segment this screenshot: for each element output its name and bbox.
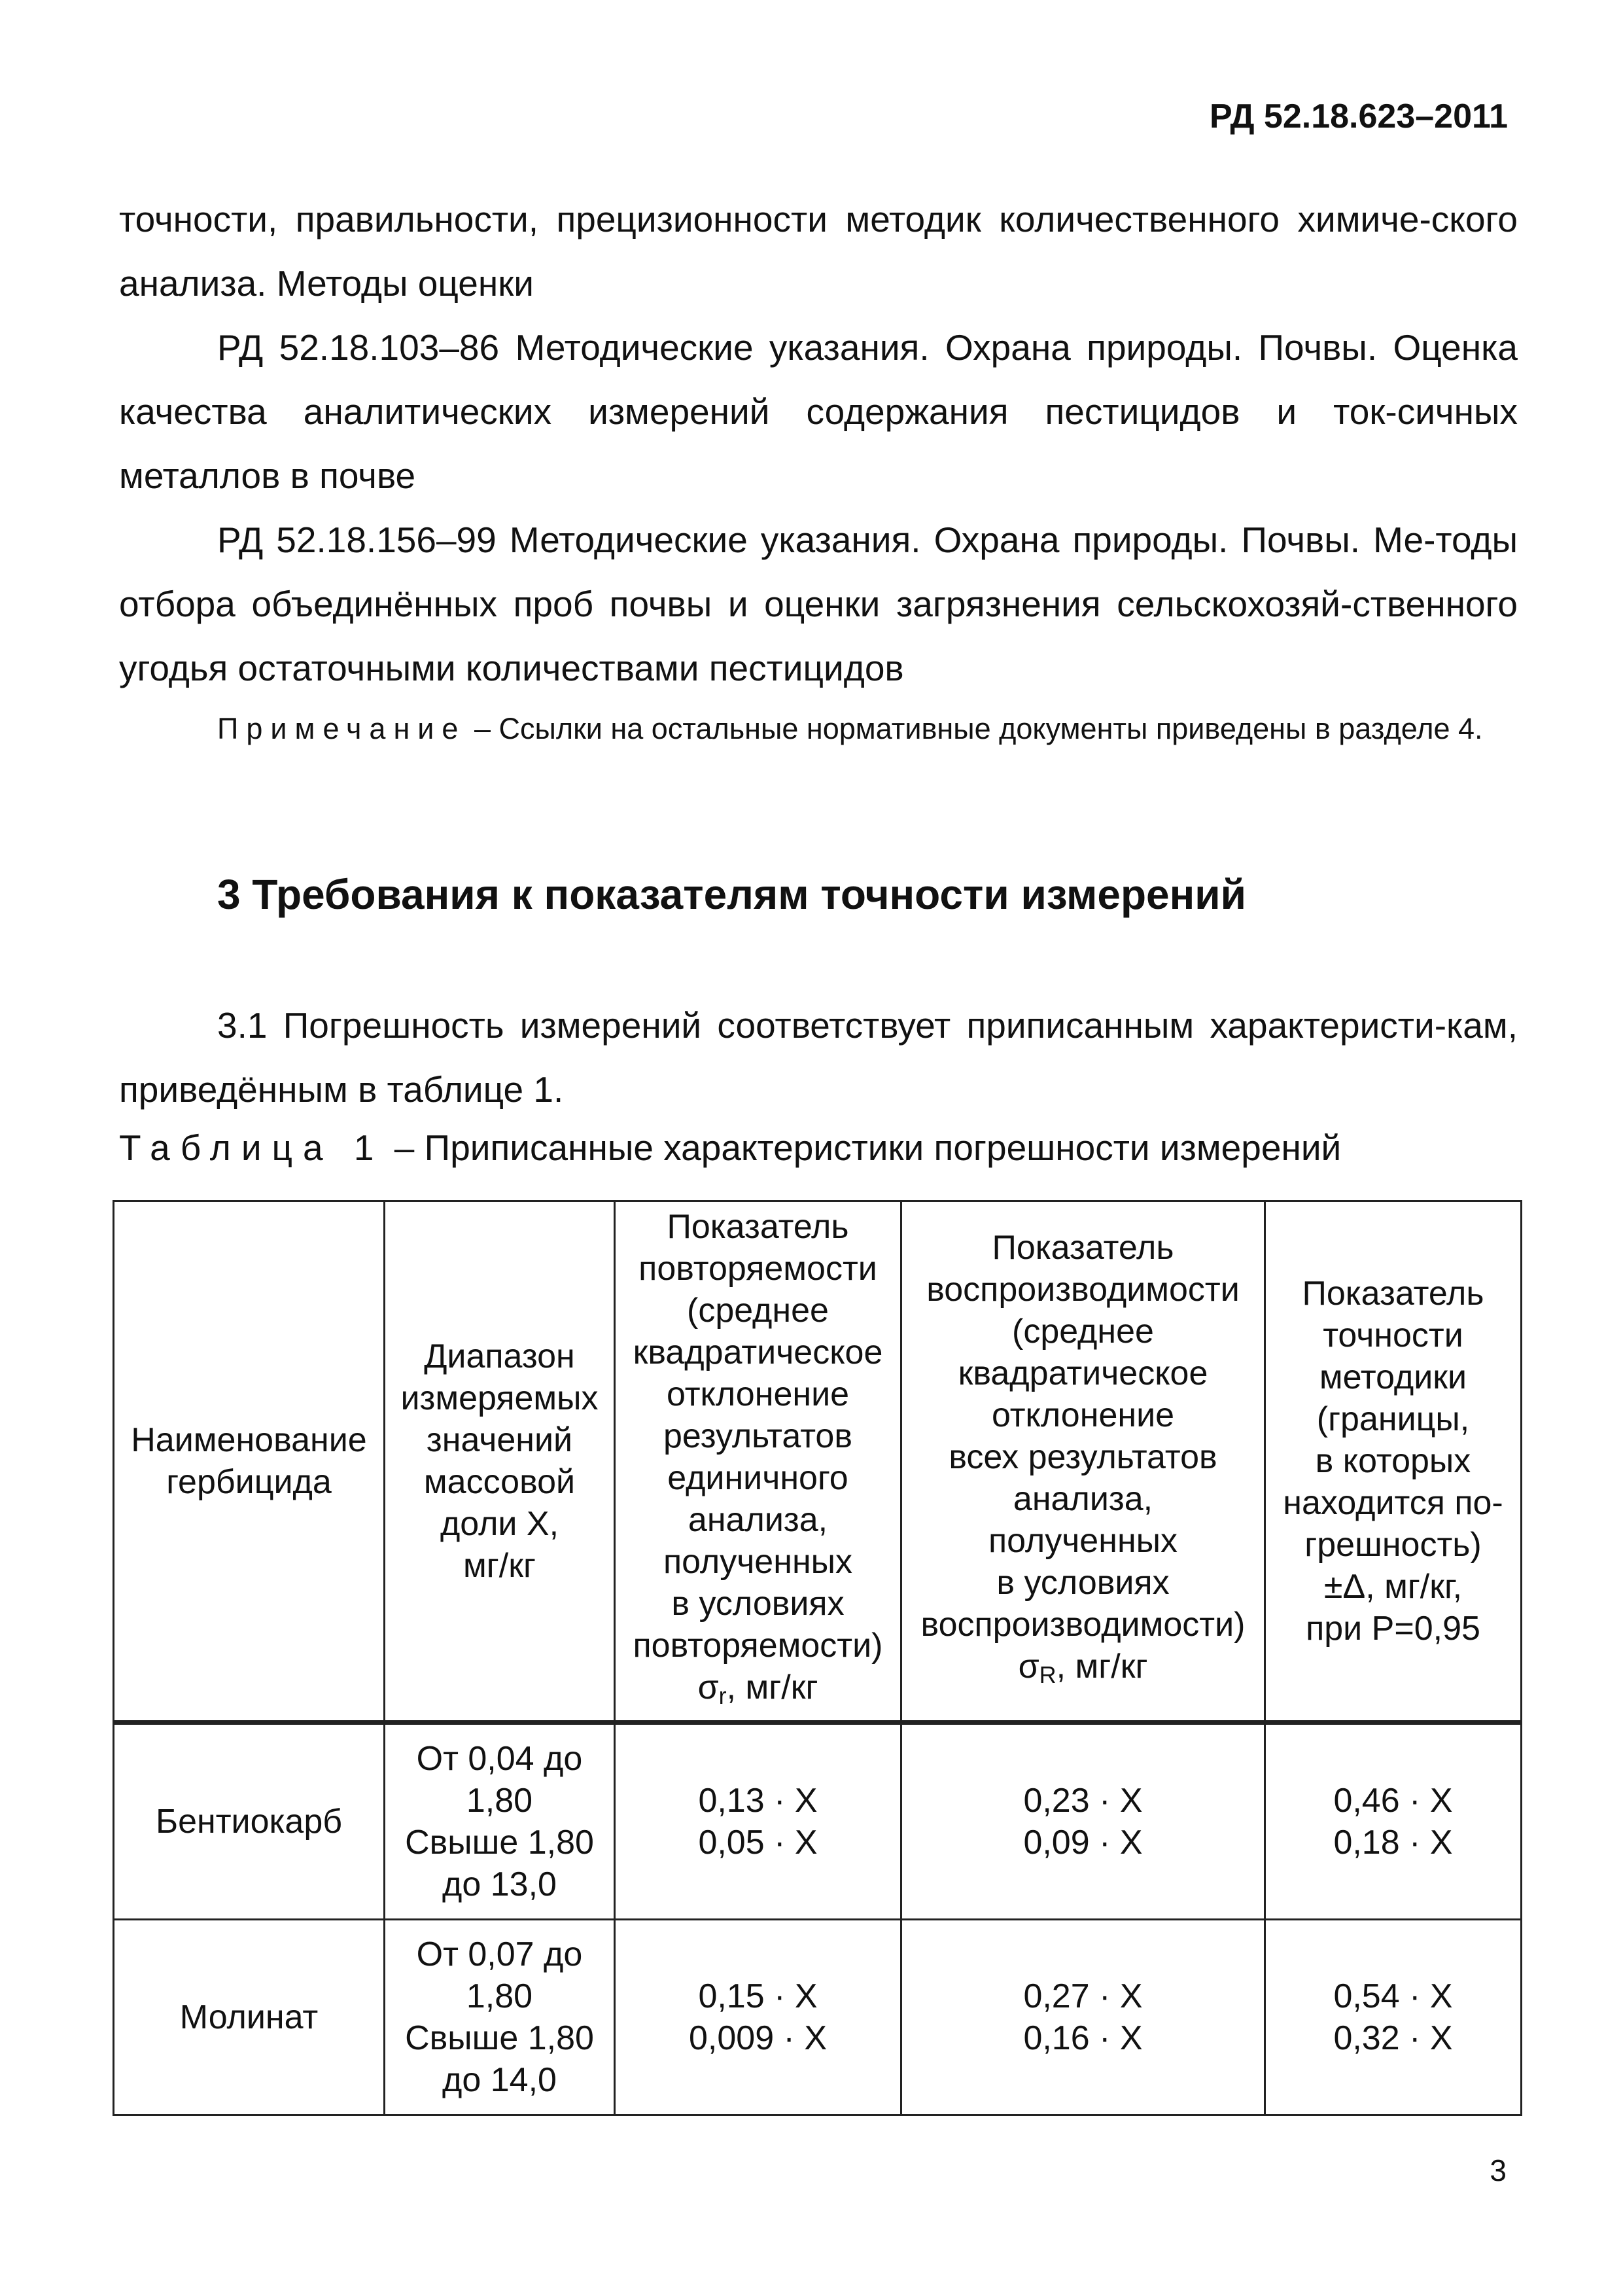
table-row [114,1723,1522,1920]
header-repeatability [615,1201,901,1723]
intro-paragraph-1: точности, правильности, прецизионности методик количественного химиче-ского анализа. Методы оценки [119,199,1518,304]
table-caption [119,1127,1341,1169]
note [119,698,1518,760]
cell-reproducibility: 0,27 · X 0,16 · X [901,1920,1265,2115]
intro-paragraph-2: РД 52.18.103–86 Методические указания. Охрана природы. Почвы. Оценка качества аналитических измерений содержания пестицидов и ток-сичных металлов в почве [119,327,1518,496]
sigma-R-unit: , мг/кг [1056,1647,1148,1686]
table-caption-text: – Приписанные характеристики погрешности измерений [384,1127,1342,1168]
header-herbicide-name: Наименование гербицида [114,1201,385,1723]
section-title: 3 Требования к показателям точности измерений [217,871,1246,918]
note-text: – Ссылки на остальные нормативные документы приведены в разделе 4. [466,712,1483,745]
header-accuracy: Показатель точности методики (границы, в которых находится по- грешность) ±Δ, мг/кг, при Р=0,95 [1265,1201,1522,1723]
sigma-r-subscript: r [718,1682,727,1709]
document-code: РД 52.18.623–2011 [1210,97,1508,135]
header-reproducibility [901,1201,1265,1723]
sigma-r-symbol: σ [697,1668,719,1706]
intro-paragraph-3: РД 52.18.156–99 Методические указания. Охрана природы. Почвы. Ме-тоды отбора объединённых проб почвы и оценки загрязнения сельскохозяй-ственного угодья остаточными количествами пестицидов [119,520,1518,688]
note-label: Примечание [217,712,466,745]
cell-range: От 0,07 до 1,80 Свыше 1,80 до 14,0 [385,1920,615,2115]
cell-repeatability: 0,15 · X 0,009 · X [615,1920,901,2115]
table-header-row [114,1201,1522,1723]
cell-reproducibility: 0,23 · X 0,09 · X [901,1723,1265,1920]
table-row [114,1920,1522,2115]
error-characteristics-table [113,1200,1522,2116]
sigma-r-unit: , мг/кг [726,1668,818,1706]
cell-accuracy: 0,54 · X 0,32 · X [1265,1920,1522,2115]
cell-name: Молинат [114,1920,385,2115]
sigma-R-symbol: σ [1018,1647,1039,1686]
table-caption-label: Таблица 1 [119,1127,385,1168]
header-repeatability-text: Показатель повторяемости (среднее квадратическое отклонение результатов единичного анализа, полученных в условиях повторяемости) [633,1207,883,1665]
cell-name: Бентиокарб [114,1723,385,1920]
cell-range: От 0,04 до 1,80 Свыше 1,80 до 13,0 [385,1723,615,1920]
page-number: 3 [1490,2153,1507,2187]
clause-3-1: 3.1 Погрешность измерений соответствует приписанным характеристи-кам, приведённым в таблице 1. [119,1005,1518,1110]
intro-text [119,187,1518,700]
cell-repeatability: 0,13 · X 0,05 · X [615,1723,901,1920]
header-reproducibility-text: Показатель воспроизводимости (среднее квадратическое отклонение всех результатов анализа, полученных в условиях воспроизводимости) [920,1228,1246,1644]
header-measurement-range: Диапазон измеряемых значений массовой доли X, мг/кг [385,1201,615,1723]
sigma-R-subscript: R [1039,1661,1056,1688]
cell-accuracy: 0,46 · X 0,18 · X [1265,1723,1522,1920]
